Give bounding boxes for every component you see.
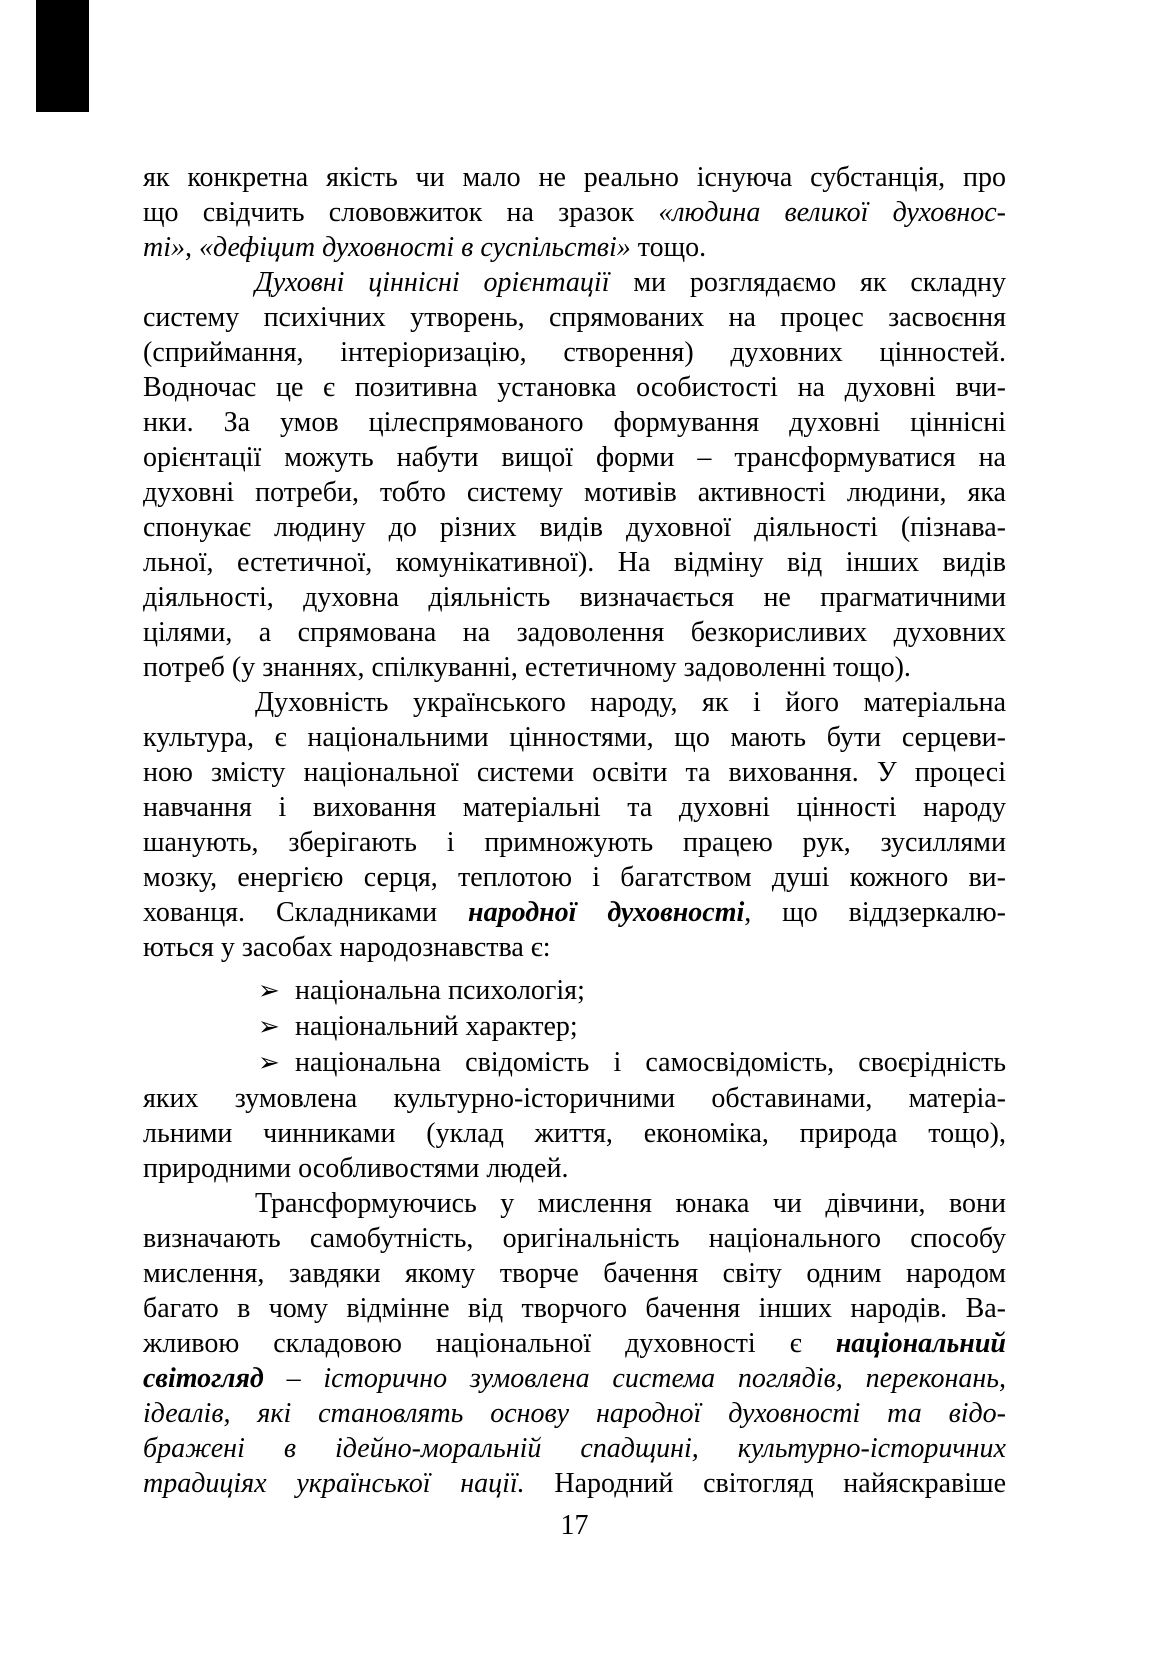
text-line	[143, 405, 1006, 440]
text-segment: мозку, енергією серця, теплотою і багатством душі кожного ви-	[143, 862, 1006, 893]
text-line	[143, 265, 1006, 300]
text-segment: Трансформуючись у мислення юнака чи дівчини, вони	[255, 1188, 1006, 1219]
text-segment: спонукає людину до різних видів духовної діяльності (пізнава-	[143, 512, 1006, 543]
text-segment: Духовність українського народу, як і його матеріальна	[255, 687, 1006, 718]
text-line	[143, 1221, 1006, 1256]
text-segment: національна свідомість і самосвідомість, своєрідність	[295, 1047, 1006, 1078]
text-segment: систему психічних утворень, спрямованих на процес засвоєння	[143, 302, 1006, 333]
text-line	[143, 300, 1006, 335]
text-line	[143, 230, 1006, 265]
text-segment: національна психологія;	[295, 975, 585, 1006]
text-segment: льної, естетичної, комунікативної). На відміну від інших видів	[143, 547, 1006, 578]
text-line	[143, 1151, 1006, 1186]
text-segment: духовні потреби, тобто систему мотивів активності людини, яка	[143, 477, 1006, 508]
text-segment: орієнтації можуть набути вищої форми – трансформуватися на	[143, 442, 1006, 473]
text-line	[143, 1256, 1006, 1291]
text-line	[143, 1396, 1006, 1431]
text-segment: багато в чому відмінне від творчого бачення інших народів. Ва-	[143, 1293, 1006, 1324]
text-segment: потреб (у знаннях, спілкуванні, естетичному задоволенні тощо).	[143, 652, 911, 683]
text-segment: Водночас це є позитивна установка особистості на духовні вчи-	[143, 372, 1006, 403]
text-segment: хованця. Складниками	[143, 897, 469, 928]
text-segment: тощо.	[630, 232, 707, 263]
text-line	[143, 685, 1006, 720]
text-line	[143, 720, 1006, 755]
text-segment: цілями, а спрямована на задоволення безкорисливих духовних	[143, 617, 1006, 648]
text-segment: «людина великої духовнос-	[658, 197, 1006, 228]
text-segment: світогляд	[143, 1363, 264, 1394]
text-line	[143, 510, 1006, 545]
text-line	[143, 370, 1006, 405]
bullet-line	[143, 1009, 1006, 1045]
page-number: 17	[560, 1510, 589, 1541]
text-segment: бражені в ідейно-моральній спадщині, культурно-історичних	[143, 1433, 1006, 1464]
text-segment: ідеалів, які становлять основу народної духовності та відо-	[143, 1398, 1006, 1429]
text-segment: діяльності, духовна діяльність визначається не прагматичними	[143, 582, 1006, 613]
text-segment: ною змісту національної системи освіти та виховання. У процесі	[143, 757, 1006, 788]
bullet-arrow-icon: ➢	[258, 1048, 280, 1078]
text-segment: визначають самобутність, оригінальність національного способу	[143, 1223, 1006, 1254]
text-line	[143, 1291, 1006, 1326]
text-segment: жливою складовою національної духовності є	[143, 1328, 836, 1359]
text-segment: льними чинниками (уклад життя, економіка, природа тощо),	[143, 1118, 1006, 1149]
text-line	[143, 1466, 1006, 1501]
text-segment: (сприймання, інтеріоризацію, створення) духовних цінностей.	[143, 337, 1006, 368]
text-segment: національний характер;	[295, 1011, 578, 1042]
text-segment: мислення, завдяки якому творче бачення світу одним народом	[143, 1258, 1006, 1289]
text-segment: ті», «дефіцит духовності в суспільстві»	[143, 232, 631, 263]
text-segment: як конкретна якість чи мало не реально існуюча субстанція, про	[143, 162, 1006, 193]
text-line	[143, 895, 1006, 930]
text-segment: народної духовності	[468, 897, 745, 928]
text-line	[143, 580, 1006, 615]
text-segment: нки. За умов цілеспрямованого формування духовні ціннісні	[143, 407, 1006, 438]
text-line	[143, 440, 1006, 475]
text-segment: ми розглядаємо як складну	[609, 267, 1006, 298]
text-line	[143, 755, 1006, 790]
bullet-arrow-icon: ➢	[258, 1012, 280, 1042]
text-line	[143, 825, 1006, 860]
text-segment: яких зумовлена культурно-історичними обставинами, матеріа-	[143, 1083, 1006, 1114]
text-line	[143, 650, 1006, 685]
bullet-line	[143, 973, 1006, 1009]
text-line	[143, 1186, 1006, 1221]
text-line	[143, 545, 1006, 580]
text-segment: історично зумовлена система поглядів, переконань,	[323, 1363, 1006, 1394]
text-segment: навчання і виховання матеріальні та духовні цінності народу	[143, 792, 1006, 823]
text-line	[143, 860, 1006, 895]
text-segment: , що віддзеркалю-	[744, 897, 1006, 928]
text-line	[143, 615, 1006, 650]
text-line	[143, 790, 1006, 825]
text-segment: що свідчить слововжиток на зразок	[143, 197, 659, 228]
text-line	[143, 475, 1006, 510]
text-segment: Духовні ціннісні орієнтації	[255, 267, 610, 298]
text-segment: природними особливостями людей.	[143, 1153, 569, 1184]
page-text	[143, 160, 1006, 1501]
text-line	[143, 1116, 1006, 1151]
bullet-line	[143, 1045, 1006, 1081]
text-line	[143, 1326, 1006, 1361]
text-segment: шанують, зберігають і примножують працею рук, зусиллями	[143, 827, 1006, 858]
text-line	[143, 335, 1006, 370]
text-line	[143, 160, 1006, 195]
text-line	[143, 1081, 1006, 1116]
text-line	[143, 195, 1006, 230]
scan-artifact	[36, 0, 89, 112]
text-segment: традиціях української нації.	[143, 1468, 525, 1499]
text-segment: національний	[835, 1328, 1006, 1359]
text-segment: Народний світогляд найяскравіше	[524, 1468, 1007, 1499]
text-line	[143, 1431, 1006, 1466]
text-line	[143, 1361, 1006, 1396]
text-segment: –	[263, 1363, 324, 1394]
text-line	[143, 930, 1006, 965]
text-segment: ються у засобах народознавства є:	[143, 932, 551, 963]
bullet-arrow-icon: ➢	[258, 976, 280, 1006]
text-segment: культура, є національними цінностями, що мають бути серцеви-	[143, 722, 1006, 753]
